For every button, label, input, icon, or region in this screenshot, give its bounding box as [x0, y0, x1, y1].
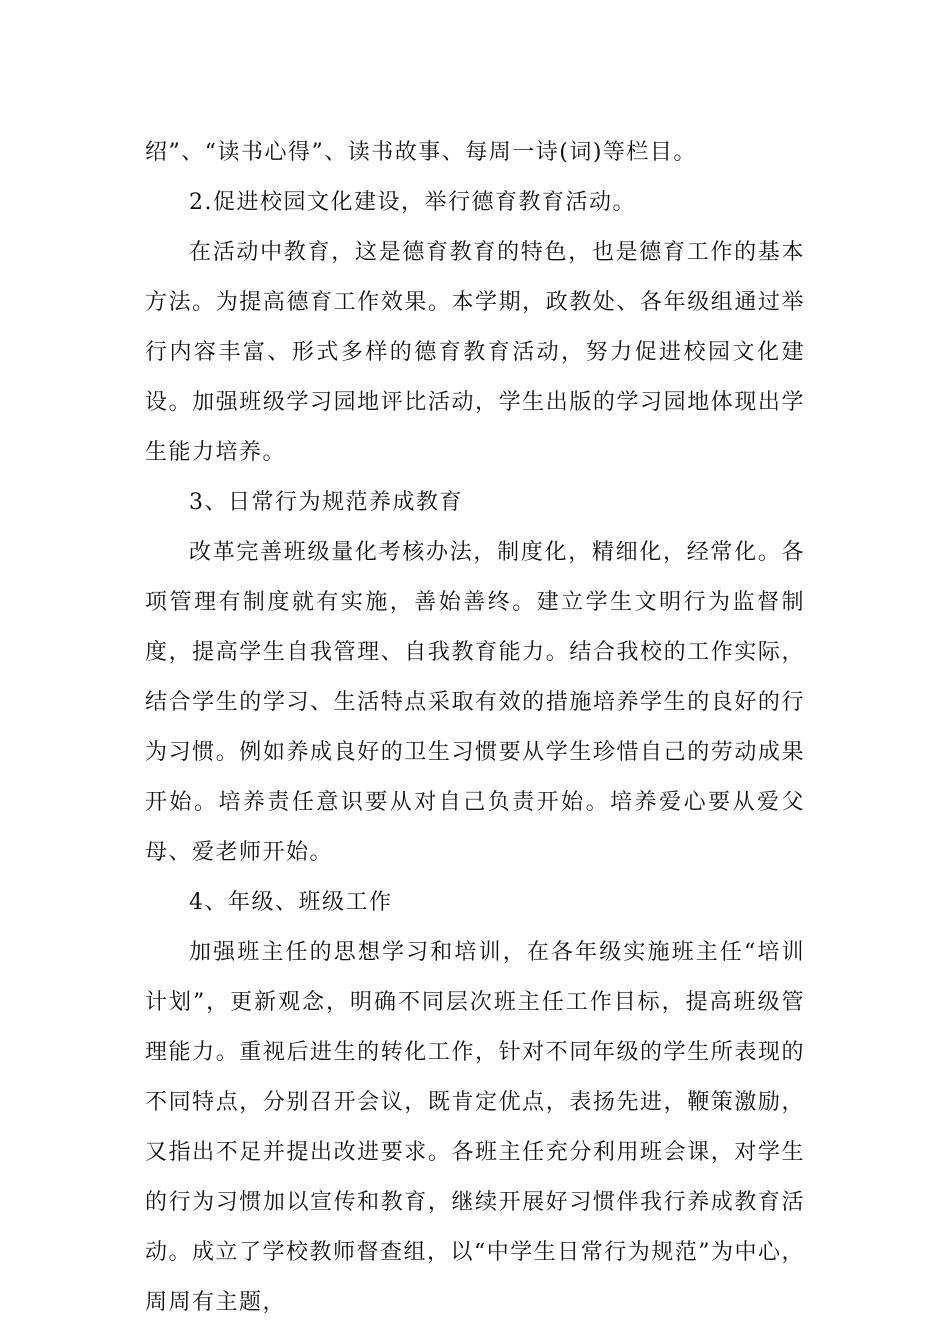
paragraph-behavior: 改革完善班级量化考核办法，制度化，精细化，经常化。各项管理有制度就有实施，善始善终。建立学生文明行为监督制度，提高学生自我管理、自我教育能力。结合我校的工作实际，结合学生的学习、生活特点采取有效的措施培养学生的良好的行为习惯。例如养成良好的卫生习惯要从学生珍惜自己的劳动成果开始。培养责任意识要从对自己负责开始。培养爱心要从爱父母、爱老师开始。: [145, 540, 805, 865]
section-heading-2: 2.促进校园文化建设，举行德育教育活动。: [189, 190, 636, 215]
document-body: [145, 128, 805, 1328]
section-heading-4: 4、年级、班级工作: [189, 890, 393, 915]
paragraph-continuation: 绍”、“读书心得”、读书故事、每周一诗(词)等栏目。: [145, 140, 697, 165]
paragraph-activities: 在活动中教育，这是德育教育的特色，也是德育工作的基本方法。为提高德育工作效果。本学期，政教处、各年级组通过举行内容丰富、形式多样的德育教育活动，努力促进校园文化建设。加强班级学习园地评比活动，学生出版的学习园地体现出学生能力培养。: [145, 240, 805, 465]
section-heading-3: 3、日常行为规范养成教育: [189, 490, 463, 515]
paragraph-class-work: 加强班主任的思想学习和培训，在各年级实施班主任“培训计划”，更新观念，明确不同层次班主任工作目标，提高班级管理能力。重视后进生的转化工作，针对不同年级的学生所表现的不同特点，分别召开会议，既肯定优点，表扬先进，鞭策激励，又指出不足并提出改进要求。各班主任充分利用班会课，对学生的行为习惯加以宣传和教育，继续开展好习惯伴我行养成教育活动。成立了学校教师督查组，以“中学生日常行为规范”为中心，周周有主题，: [145, 940, 805, 1315]
